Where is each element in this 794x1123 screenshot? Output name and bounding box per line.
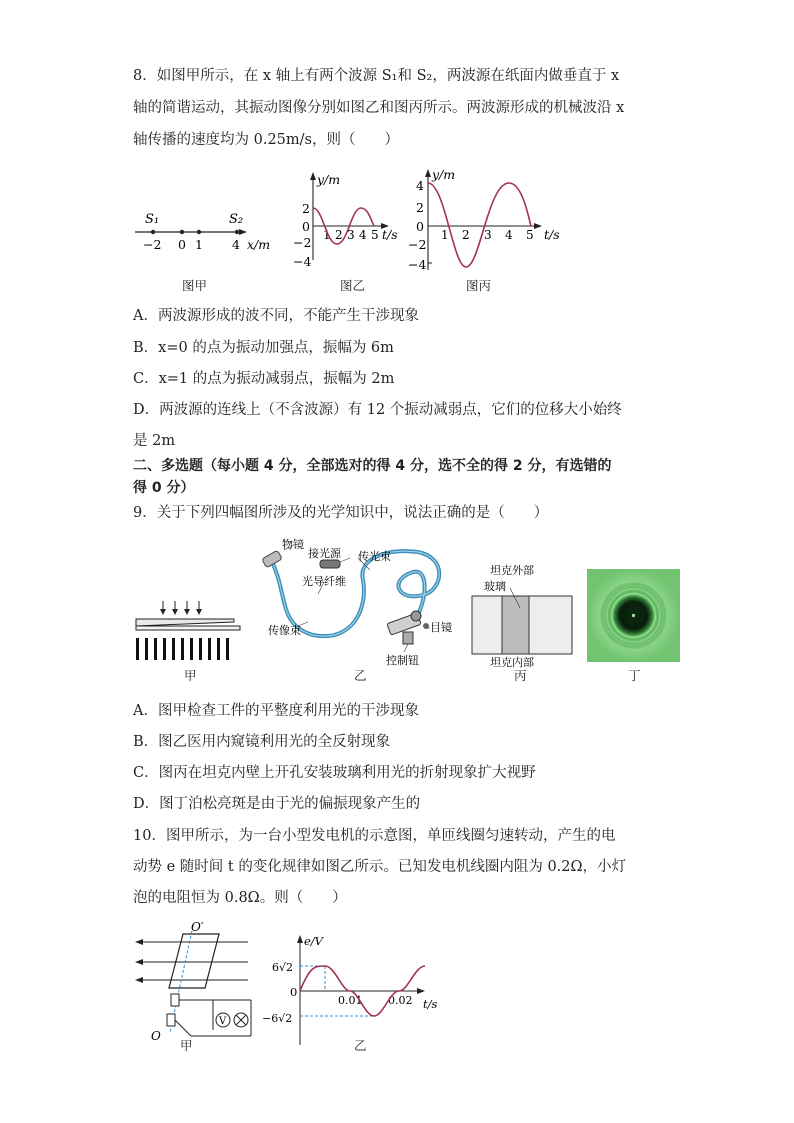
label-jieguangyuan: 接光源 bbox=[308, 547, 341, 560]
q8-figure-yi bbox=[290, 170, 400, 270]
q8-option-b: B．x=0 的点为振动加强点，振幅为 6m bbox=[133, 340, 394, 356]
caption-q10-yi: 乙 bbox=[354, 1038, 367, 1053]
s2-label: S₂ bbox=[229, 212, 244, 227]
caption-jia: 图甲 bbox=[182, 278, 208, 293]
section2-header-line2: 得 0 分） bbox=[133, 480, 195, 496]
tick-x-2: 1 bbox=[195, 237, 203, 252]
label-o: O bbox=[151, 1029, 161, 1043]
tick-x-1: 0 bbox=[178, 237, 186, 252]
label-chuanxiangshu: 传像束 bbox=[268, 624, 301, 637]
objective-lens bbox=[262, 550, 283, 568]
emf-xlabel: t/s bbox=[423, 997, 438, 1011]
label-guangdao: 光导纤维 bbox=[302, 575, 346, 588]
q9-figure-jia bbox=[134, 598, 244, 660]
yi-xtick-5: 5 bbox=[371, 228, 379, 242]
yi-ytick-n4: −4 bbox=[293, 254, 312, 269]
emf-origin: 0 bbox=[290, 985, 298, 999]
q8-stem-line3: 轴传播的速度均为 0.25m/s，则（ ） bbox=[133, 132, 399, 148]
q8-option-c: C．x=1 的点为振动减弱点，振幅为 2m bbox=[133, 371, 395, 387]
caption-q9-bing: 丙 bbox=[514, 668, 527, 683]
q10-stem-line3: 泡的电阻恒为 0.8Ω。则（ ） bbox=[133, 890, 347, 906]
q8-option-d-line1: D．两波源的连线上（不含波源）有 12 个振动减弱点，它们的位移大小始终 bbox=[133, 402, 622, 418]
bing-xtick-2: 2 bbox=[462, 228, 470, 242]
label-kongzhi: 控制钮 bbox=[386, 654, 419, 667]
label-chuanguangshu: 传光束 bbox=[358, 550, 391, 563]
q8-stem-line2: 轴的简谐运动，其振动图像分别如图乙和图丙所示。两波源形成的机械波沿 x bbox=[133, 100, 625, 116]
q9-stem: 9．关于下列四幅图所涉及的光学知识中，说法正确的是（ ） bbox=[133, 505, 549, 521]
label-boli: 玻璃 bbox=[484, 580, 506, 593]
label-tankewai: 坦克外部 bbox=[490, 564, 534, 577]
yi-xlabel: t/s bbox=[382, 227, 398, 242]
section2-header-line1: 二、多选题（每小题 4 分，全部选对的得 4 分，选不全的得 2 分，有选错的 bbox=[133, 458, 612, 474]
yi-xtick-2: 2 bbox=[335, 228, 343, 242]
q9-option-d: D．图丁泊松亮斑是由于光的偏振现象产生的 bbox=[133, 796, 421, 812]
tick-x-3: 4 bbox=[232, 237, 240, 252]
poisson-spot bbox=[632, 614, 635, 617]
emf-ybot: −6√2 bbox=[262, 1012, 293, 1025]
q8-option-a: A．两波源形成的波不同，不能产生干涉现象 bbox=[133, 308, 419, 324]
bing-ytick-4: 4 bbox=[416, 178, 424, 193]
bing-curve bbox=[428, 183, 531, 267]
label-o-prime: O′ bbox=[191, 920, 204, 934]
caption-q9-ding: 丁 bbox=[628, 668, 641, 683]
q8-figure-jia bbox=[135, 205, 275, 255]
q9-option-c: C．图丙在坦克内壁上开孔安装玻璃利用光的折射现象扩大视野 bbox=[133, 765, 536, 781]
yi-ytick-0: 0 bbox=[302, 219, 310, 234]
eyepiece-body bbox=[387, 611, 429, 644]
bing-xtick-1: 1 bbox=[441, 228, 449, 242]
s1-label: S₁ bbox=[145, 212, 160, 227]
caption-yi: 图乙 bbox=[340, 278, 366, 293]
axis-x-label: x/m bbox=[247, 237, 271, 252]
yi-xtick-4: 4 bbox=[359, 228, 367, 242]
yi-xtick-1: 1 bbox=[323, 228, 331, 242]
q9-option-b: B．图乙医用内窥镜利用光的全反射现象 bbox=[133, 734, 391, 750]
emf-xtick-001: 0.01 bbox=[338, 994, 363, 1007]
caption-bing: 图丙 bbox=[466, 278, 492, 293]
bing-ytick-0: 0 bbox=[416, 219, 424, 234]
yi-ytick-2: 2 bbox=[302, 201, 310, 216]
meter-label: V bbox=[219, 1016, 227, 1027]
q9-figure-ding bbox=[587, 569, 680, 662]
emf-ylabel: e/V bbox=[304, 934, 323, 948]
tick-x-0: −2 bbox=[143, 237, 162, 252]
q9-option-a: A．图甲检查工件的平整度利用光的干涉现象 bbox=[133, 703, 419, 719]
bing-ytick-n2: −2 bbox=[408, 237, 427, 252]
bing-ytick-n4: −4 bbox=[408, 257, 427, 272]
light-source-connector bbox=[320, 560, 340, 568]
q8-option-d-line2: 是 2m bbox=[133, 433, 176, 449]
yi-ylabel: y/m bbox=[317, 172, 341, 187]
bing-ylabel: y/m bbox=[432, 167, 456, 182]
q8-figure-bing bbox=[410, 165, 560, 275]
q8-stem-line1: 8．如图甲所示，在 x 轴上有两个波源 S₁和 S₂，两波源在纸面内做垂直于 x bbox=[133, 68, 620, 84]
caption-q9-jia: 甲 bbox=[184, 668, 197, 683]
yi-ytick-n2: −2 bbox=[293, 235, 312, 250]
q10-figure-yi bbox=[262, 930, 445, 1050]
bing-xtick-4: 4 bbox=[505, 228, 513, 242]
label-mujing: 目镜 bbox=[430, 621, 452, 634]
q9-figure-yi bbox=[258, 540, 468, 665]
emf-ytop: 6√2 bbox=[272, 961, 294, 974]
q10-stem-line1: 10．图甲所示，为一台小型发电机的示意图，单匝线圈匀速转动，产生的电 bbox=[133, 828, 616, 844]
q10-stem-line2: 动势 e 随时间 t 的变化规律如图乙所示。已知发电机线圈内阻为 0.2Ω，小灯 bbox=[133, 859, 627, 875]
caption-q10-jia: 甲 bbox=[180, 1038, 193, 1053]
q10-figure-jia bbox=[133, 920, 258, 1050]
q9-figure-bing bbox=[470, 560, 575, 670]
glass-window bbox=[502, 596, 529, 654]
label-tankenei: 坦克内部 bbox=[490, 656, 534, 669]
yi-xtick-3: 3 bbox=[347, 228, 355, 242]
bing-xtick-3: 3 bbox=[484, 228, 492, 242]
bing-xtick-5: 5 bbox=[526, 228, 534, 242]
bing-xlabel: t/s bbox=[544, 227, 560, 242]
label-wujing: 物镜 bbox=[282, 538, 304, 551]
emf-xtick-002: 0.02 bbox=[388, 994, 413, 1007]
caption-q9-yi: 乙 bbox=[354, 668, 367, 683]
bing-ytick-2: 2 bbox=[416, 200, 424, 215]
